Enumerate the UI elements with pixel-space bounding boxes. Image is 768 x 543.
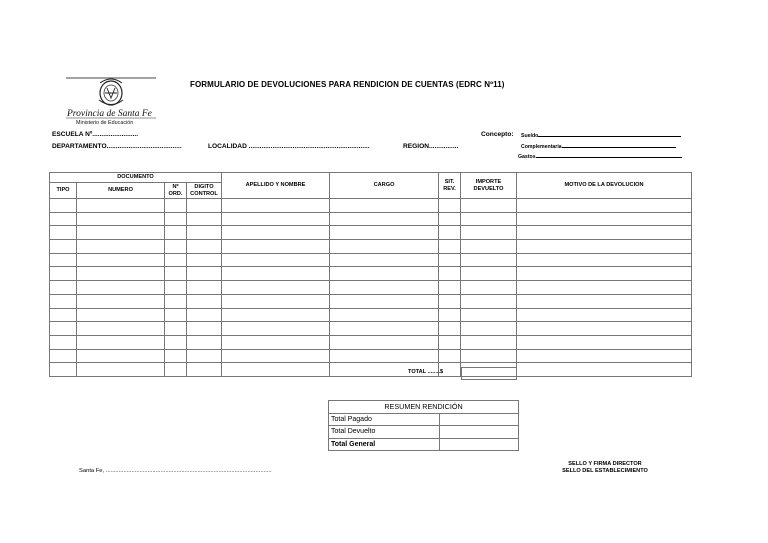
- table-cell[interactable]: [165, 226, 187, 240]
- table-row: [50, 308, 692, 322]
- table-cell[interactable]: [165, 253, 187, 267]
- table-cell[interactable]: [222, 226, 330, 240]
- table-cell[interactable]: [222, 199, 330, 213]
- table-cell[interactable]: [187, 322, 222, 336]
- table-cell[interactable]: [330, 199, 439, 213]
- table-row: [50, 267, 692, 281]
- resumen-value-cell[interactable]: [440, 413, 519, 426]
- table-cell[interactable]: [165, 349, 187, 363]
- table-cell[interactable]: [187, 281, 222, 295]
- resumen-value-cell[interactable]: [440, 426, 519, 439]
- col-importe: IMPORTE DEVUELTO: [461, 173, 517, 199]
- table-cell[interactable]: [439, 199, 461, 213]
- table-cell[interactable]: [165, 294, 187, 308]
- table-cell[interactable]: [330, 253, 439, 267]
- table-cell[interactable]: [77, 294, 165, 308]
- table-cell[interactable]: [222, 267, 330, 281]
- table-cell[interactable]: [187, 308, 222, 322]
- table-cell[interactable]: [222, 335, 330, 349]
- concepto-sueldo[interactable]: Sueldo: [521, 133, 681, 139]
- table-cell[interactable]: [461, 294, 517, 308]
- table-cell[interactable]: [461, 322, 517, 336]
- table-cell[interactable]: [517, 226, 692, 240]
- total-label: TOTAL ........$: [408, 369, 444, 375]
- table-cell[interactable]: [165, 335, 187, 349]
- table-cell[interactable]: [222, 363, 330, 377]
- table-cell[interactable]: [165, 212, 187, 226]
- table-cell[interactable]: [517, 308, 692, 322]
- form-title: FORMULARIO DE DEVOLUCIONES PARA RENDICION DE CUENTAS (EDRC Nº11): [190, 80, 505, 89]
- table-cell[interactable]: [461, 335, 517, 349]
- concepto-complementaria[interactable]: Complementaria: [521, 144, 676, 150]
- table-cell[interactable]: [517, 281, 692, 295]
- table-cell[interactable]: [187, 294, 222, 308]
- table-cell[interactable]: [222, 240, 330, 254]
- coat-of-arms-icon: [99, 79, 123, 105]
- resumen-table: [328, 400, 519, 451]
- table-cell[interactable]: [77, 199, 165, 213]
- table-cell[interactable]: [187, 253, 222, 267]
- col-numero: NUMERO: [77, 183, 165, 199]
- signature-line-1: SELLO Y FIRMA DIRECTOR: [568, 461, 642, 467]
- table-cell[interactable]: [517, 363, 692, 377]
- table-cell[interactable]: [439, 294, 461, 308]
- table-cell[interactable]: [330, 226, 439, 240]
- table-cell[interactable]: [517, 212, 692, 226]
- devoluciones-table: [49, 172, 692, 377]
- table-cell[interactable]: [165, 199, 187, 213]
- escuela-field[interactable]: ESCUELA Nº.........................: [52, 131, 139, 138]
- table-cell[interactable]: [330, 294, 439, 308]
- table-cell[interactable]: [187, 212, 222, 226]
- table-cell[interactable]: [50, 267, 77, 281]
- table-row: [50, 294, 692, 308]
- table-cell[interactable]: [517, 253, 692, 267]
- documento-group-header: DOCUMENTO: [50, 173, 222, 183]
- table-cell[interactable]: [439, 281, 461, 295]
- table-cell[interactable]: [77, 349, 165, 363]
- table-cell[interactable]: [439, 335, 461, 349]
- table-row: [50, 240, 692, 254]
- table-cell[interactable]: [330, 322, 439, 336]
- table-cell[interactable]: [439, 349, 461, 363]
- table-row: [50, 363, 692, 377]
- table-cell[interactable]: [187, 349, 222, 363]
- table-cell[interactable]: [165, 322, 187, 336]
- table-cell[interactable]: [77, 363, 165, 377]
- col-motivo: MOTIVO DE LA DEVOLUCION: [517, 173, 692, 199]
- province-text: Provincia de Santa Fe: [67, 109, 152, 119]
- table-cell[interactable]: [461, 308, 517, 322]
- table-cell[interactable]: [77, 308, 165, 322]
- table-cell[interactable]: [50, 308, 77, 322]
- resumen-row-label: Total Devuelto: [329, 426, 440, 439]
- table-cell[interactable]: [330, 267, 439, 281]
- table-cell[interactable]: [439, 322, 461, 336]
- table-cell[interactable]: [330, 308, 439, 322]
- resumen-row-label: Total Pagado: [329, 413, 440, 426]
- table-cell[interactable]: [439, 267, 461, 281]
- table-cell[interactable]: [50, 322, 77, 336]
- region-field[interactable]: REGION................: [403, 143, 459, 150]
- table-cell[interactable]: [461, 267, 517, 281]
- table-cell[interactable]: [165, 308, 187, 322]
- table-cell[interactable]: [165, 281, 187, 295]
- col-tipo: TIPO: [50, 183, 77, 199]
- col-nro-ord: Nº ORD.: [165, 183, 187, 199]
- table-cell[interactable]: [222, 308, 330, 322]
- table-row: [50, 226, 692, 240]
- table-cell[interactable]: [461, 281, 517, 295]
- table-cell[interactable]: [77, 226, 165, 240]
- table-row: [50, 322, 692, 336]
- table-cell[interactable]: [439, 240, 461, 254]
- table-cell[interactable]: [77, 335, 165, 349]
- table-cell[interactable]: [517, 199, 692, 213]
- resumen-title: RESUMEN RENDICIÓN: [329, 401, 519, 414]
- table-cell[interactable]: [50, 226, 77, 240]
- signature-line-2: SELLO DEL ESTABLECIMIENTO: [562, 468, 648, 474]
- table-cell[interactable]: [77, 267, 165, 281]
- table-cell[interactable]: [50, 335, 77, 349]
- concepto-label: Concepto:: [481, 131, 514, 138]
- table-cell[interactable]: [517, 349, 692, 363]
- table-cell[interactable]: [330, 240, 439, 254]
- table-cell[interactable]: [187, 240, 222, 254]
- table-cell[interactable]: [187, 199, 222, 213]
- table-cell[interactable]: [461, 240, 517, 254]
- table-cell[interactable]: [77, 281, 165, 295]
- table-row: [50, 212, 692, 226]
- table-cell[interactable]: [517, 240, 692, 254]
- table-cell[interactable]: [50, 240, 77, 254]
- table-cell[interactable]: [222, 349, 330, 363]
- table-cell[interactable]: [330, 335, 439, 349]
- table-cell[interactable]: [461, 349, 517, 363]
- table-cell[interactable]: [461, 212, 517, 226]
- table-cell[interactable]: [439, 226, 461, 240]
- table-row: [50, 349, 692, 363]
- resumen-value-cell[interactable]: [440, 438, 519, 451]
- table-cell[interactable]: [50, 281, 77, 295]
- table-cell[interactable]: [517, 335, 692, 349]
- table-cell[interactable]: [461, 226, 517, 240]
- table-cell[interactable]: [50, 294, 77, 308]
- col-apellido: APELLIDO Y NOMBRE: [222, 173, 330, 199]
- table-cell[interactable]: [187, 267, 222, 281]
- table-cell[interactable]: [222, 281, 330, 295]
- table-row: [50, 335, 692, 349]
- province-logo: [64, 76, 158, 126]
- col-cargo: CARGO: [330, 173, 439, 199]
- departamento-field[interactable]: DEPARTAMENTO.........................................: [52, 143, 182, 150]
- table-cell[interactable]: [50, 253, 77, 267]
- table-row: [50, 199, 692, 213]
- table-cell[interactable]: [50, 199, 77, 213]
- table-cell[interactable]: [517, 294, 692, 308]
- table-cell[interactable]: [517, 322, 692, 336]
- table-cell[interactable]: [165, 363, 187, 377]
- col-digito-control: DIGITO CONTROL: [187, 183, 222, 199]
- ministry-text: Ministerio de Educación: [76, 120, 134, 126]
- table-cell[interactable]: [187, 226, 222, 240]
- table-cell[interactable]: [77, 212, 165, 226]
- table-cell[interactable]: [439, 253, 461, 267]
- table-cell[interactable]: [330, 281, 439, 295]
- table-cell[interactable]: [77, 253, 165, 267]
- table-cell[interactable]: [439, 308, 461, 322]
- table-cell[interactable]: [222, 322, 330, 336]
- table-cell[interactable]: [517, 267, 692, 281]
- col-sit-rev: SIT. REV.: [439, 173, 461, 199]
- table-cell[interactable]: [222, 212, 330, 226]
- table-row: [50, 253, 692, 267]
- concepto-gastos[interactable]: Gastos: [518, 154, 682, 160]
- place-date-field[interactable]: Santa Fe, .......................................................................................................: [79, 468, 272, 474]
- table-cell[interactable]: [50, 349, 77, 363]
- table-cell[interactable]: [461, 253, 517, 267]
- signature-block: [553, 461, 657, 475]
- table-cell[interactable]: [165, 267, 187, 281]
- table-cell[interactable]: [77, 240, 165, 254]
- table-cell[interactable]: [77, 322, 165, 336]
- table-cell[interactable]: [330, 349, 439, 363]
- table-cell[interactable]: [187, 363, 222, 377]
- total-input[interactable]: [461, 367, 517, 380]
- table-cell[interactable]: [439, 212, 461, 226]
- table-cell[interactable]: [222, 294, 330, 308]
- table-cell[interactable]: [165, 240, 187, 254]
- table-cell[interactable]: [187, 335, 222, 349]
- table-cell[interactable]: [50, 363, 77, 377]
- table-row: [50, 281, 692, 295]
- table-cell[interactable]: [461, 199, 517, 213]
- resumen-row-label: Total General: [329, 438, 440, 451]
- table-cell[interactable]: [330, 212, 439, 226]
- table-cell[interactable]: [50, 212, 77, 226]
- localidad-field[interactable]: LOCALIDAD ..................................................................: [208, 143, 370, 150]
- table-cell[interactable]: [222, 253, 330, 267]
